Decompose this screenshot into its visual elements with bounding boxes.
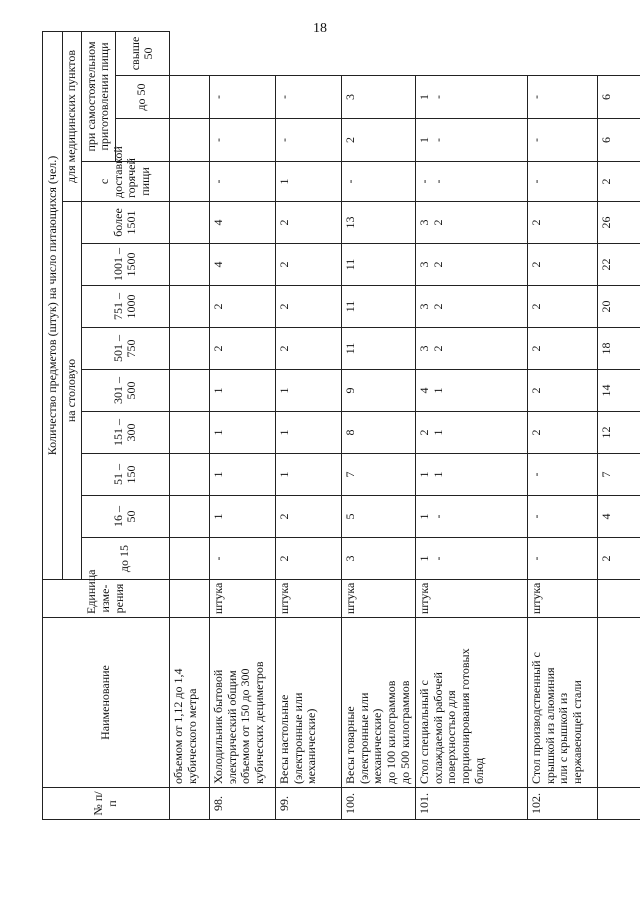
row-name-line: электрический общим: [224, 670, 239, 784]
value-text: 1: [276, 471, 291, 478]
value-text: 2: [528, 303, 543, 310]
row-name-line: до 500 килограммов: [397, 680, 412, 784]
value-cell: [209, 496, 275, 538]
value-text: 13: [342, 216, 357, 229]
value-text: 2: [528, 429, 543, 436]
value-text: -: [528, 179, 543, 184]
value-text: 2: [598, 555, 613, 562]
value-cell: [415, 162, 527, 202]
row-unit: штука: [527, 580, 597, 618]
value-cell: [275, 370, 341, 412]
row-unit: штука: [209, 580, 275, 618]
row-unit: штука: [341, 580, 415, 618]
col-over-1501: более 1501: [81, 202, 169, 244]
col-self-cooking: при самостоятельном приготовлении пищи: [81, 31, 115, 161]
row-name: [415, 618, 527, 788]
value-cell: [527, 370, 597, 412]
value-text: 3: [342, 94, 357, 100]
value-cell: [415, 286, 527, 328]
row-name-line: кубических дециметров: [252, 661, 267, 784]
value-text: 18: [598, 342, 613, 355]
value-text: 2: [528, 345, 543, 352]
row-name-line: или с крышкой из: [556, 692, 571, 784]
table-row: [597, 31, 640, 819]
value-text: -: [276, 138, 291, 142]
value-cell: [527, 454, 597, 496]
row-name-line: порционирования готовых: [458, 648, 473, 784]
value-cell: [597, 162, 640, 202]
value-cell: [597, 538, 640, 580]
value-text: 4: [210, 261, 225, 268]
value-text: -: [430, 514, 445, 519]
row-unit: [597, 580, 640, 618]
value-text: 2: [276, 219, 291, 226]
value-cell: [341, 412, 415, 454]
row-name-line: блюд: [471, 757, 486, 784]
value-text: 1: [210, 513, 225, 520]
value-cell: [341, 202, 415, 244]
table-row: [341, 31, 415, 819]
value-text: -: [528, 556, 543, 561]
value-cell: [275, 244, 341, 286]
value-cell: [275, 119, 341, 162]
value-text: -: [528, 514, 543, 519]
value-cell: [275, 286, 341, 328]
rotated-table-area: [42, 36, 613, 820]
value-cell: [169, 162, 209, 202]
page-number: 18: [313, 21, 327, 36]
header-unit: Единица изме-рения: [43, 580, 170, 618]
value-text: 2: [430, 219, 445, 226]
value-cell: [169, 370, 209, 412]
col-hot-delivery: с доставкой горячей пищи: [81, 162, 169, 202]
row-number: 100.: [341, 788, 415, 820]
value-text: -: [342, 179, 357, 184]
value-text: -: [528, 138, 543, 142]
header-medical: для медицинских пунктов: [63, 31, 82, 201]
value-text: 11: [342, 258, 357, 271]
value-cell: [527, 496, 597, 538]
value-text: 9: [342, 387, 357, 394]
value-text: -: [430, 138, 445, 142]
value-cell: [597, 328, 640, 370]
value-text: -: [430, 179, 445, 184]
value-text: 1: [430, 387, 445, 394]
value-text: 2: [430, 303, 445, 310]
value-cell: [275, 162, 341, 202]
col-over-50: свыше 50: [115, 31, 169, 75]
value-cell: [169, 244, 209, 286]
value-cell: [415, 412, 527, 454]
value-cell: [209, 538, 275, 580]
value-text: -: [430, 556, 445, 561]
value-text: 7: [342, 471, 357, 478]
value-text: 4: [598, 513, 613, 520]
value-cell: [597, 370, 640, 412]
row-name-line: (электронные или: [290, 692, 305, 784]
value-text: 1: [430, 429, 445, 436]
value-text: 7: [598, 471, 613, 478]
row-name: [275, 618, 341, 788]
value-cell: [169, 496, 209, 538]
value-cell: [415, 496, 527, 538]
value-text: 3: [416, 303, 431, 310]
row-name-line: Весы товарные: [342, 706, 357, 784]
value-text: 2: [276, 555, 291, 562]
value-cell: [341, 328, 415, 370]
header-canteen: на столовую: [63, 202, 82, 580]
value-text: 2: [528, 387, 543, 394]
value-text: 2: [430, 345, 445, 352]
header-quantity: Количество предметов (штук) на число питающихся (чел.): [43, 31, 63, 579]
value-text: 6: [598, 137, 613, 143]
value-text: 6: [598, 94, 613, 100]
value-text: 1: [430, 471, 445, 478]
value-text: 2: [342, 137, 357, 143]
value-cell: [597, 244, 640, 286]
value-cell: [415, 328, 527, 370]
row-number: 102.: [527, 788, 597, 820]
value-text: -: [210, 95, 225, 99]
value-cell: [341, 244, 415, 286]
value-cell: [415, 370, 527, 412]
value-text: 2: [416, 429, 431, 436]
row-name-line: (электронные или: [356, 692, 371, 784]
value-cell: [341, 119, 415, 162]
row-name: [341, 618, 415, 788]
value-cell: [209, 76, 275, 119]
row-name-line: поверхностью для: [444, 690, 459, 784]
value-text: 1: [210, 429, 225, 436]
row-name-line: Холодильник бытовой: [210, 669, 225, 784]
value-text: 1: [416, 513, 431, 520]
value-text: 20: [598, 300, 613, 313]
value-text: 1: [276, 178, 291, 185]
row-name-line: Стол специальный с: [416, 680, 431, 784]
value-cell: [169, 286, 209, 328]
value-cell: [341, 76, 415, 119]
value-text: 1: [276, 387, 291, 394]
value-cell: [597, 412, 640, 454]
row-name-line: объемом от 1,12 до 1,4: [170, 668, 185, 784]
value-text: -: [430, 95, 445, 99]
table-body: [169, 31, 640, 819]
value-cell: [597, 454, 640, 496]
col-501-750: 501 – 750: [81, 328, 169, 370]
value-cell: [209, 286, 275, 328]
row-name: [169, 618, 209, 788]
col-up-to-50: до 50: [115, 76, 169, 119]
row-name: [597, 618, 640, 788]
value-text: 5: [342, 513, 357, 520]
row-name-line: объемом от 150 до 300: [238, 668, 253, 784]
value-cell: [209, 244, 275, 286]
value-cell: [275, 454, 341, 496]
value-cell: [527, 538, 597, 580]
row-name-line: охлаждаемой рабочей: [430, 672, 445, 784]
value-cell: [275, 76, 341, 119]
table-row: [415, 31, 527, 819]
value-text: 4: [416, 387, 431, 394]
value-cell: [597, 76, 640, 119]
value-cell: [415, 538, 527, 580]
value-cell: [597, 496, 640, 538]
row-number: [597, 788, 640, 820]
value-text: 3: [416, 345, 431, 352]
value-cell: [527, 162, 597, 202]
value-cell: [527, 412, 597, 454]
value-cell: [527, 202, 597, 244]
value-cell: [209, 370, 275, 412]
value-text: 2: [430, 261, 445, 268]
row-unit: штука: [415, 580, 527, 618]
value-cell: [415, 244, 527, 286]
value-cell: [341, 496, 415, 538]
value-cell: [527, 119, 597, 162]
row-number: 99.: [275, 788, 341, 820]
value-text: 12: [598, 426, 613, 439]
row-number: 98.: [209, 788, 275, 820]
header-num: № п/п: [43, 788, 170, 820]
col-1001-1500: 1001 – 1500: [81, 244, 169, 286]
value-text: 11: [342, 300, 357, 313]
value-cell: [169, 119, 209, 162]
value-text: 2: [528, 219, 543, 226]
row-name-line: Весы настольные: [276, 694, 291, 784]
equipment-table: [42, 31, 640, 820]
value-text: 2: [276, 513, 291, 520]
col-151-300: 151 – 300: [81, 412, 169, 454]
value-text: 2: [276, 261, 291, 268]
value-text: 2: [598, 178, 613, 185]
value-cell: [341, 454, 415, 496]
value-cell: [527, 76, 597, 119]
value-cell: [169, 538, 209, 580]
value-text: 2: [210, 345, 225, 352]
value-cell: [169, 76, 209, 119]
row-name-line: крышкой из алюминия: [542, 667, 557, 784]
value-cell: [597, 286, 640, 328]
value-cell: [209, 162, 275, 202]
value-cell: [169, 454, 209, 496]
value-cell: [169, 202, 209, 244]
value-cell: [209, 454, 275, 496]
col-16-50: 16 – 50: [81, 496, 169, 538]
value-text: 1: [416, 94, 431, 100]
row-name-line: механические): [304, 708, 319, 784]
row-name-line: нержавеющей стали: [570, 680, 585, 784]
value-text: 1: [210, 387, 225, 394]
value-cell: [169, 328, 209, 370]
value-cell: [597, 202, 640, 244]
table-row: [169, 31, 209, 819]
value-cell: [209, 412, 275, 454]
header-name: Наименование: [43, 618, 170, 788]
value-cell: [169, 412, 209, 454]
value-text: 1: [276, 429, 291, 436]
value-cell: [341, 538, 415, 580]
col-751-1000: 751 – 1000: [81, 286, 169, 328]
value-text: -: [276, 95, 291, 99]
value-text: 22: [598, 258, 613, 271]
value-cell: [415, 76, 527, 119]
value-text: 8: [342, 429, 357, 436]
value-cell: [527, 286, 597, 328]
table-row: [209, 31, 275, 819]
value-text: 11: [342, 342, 357, 355]
table-row: [275, 31, 341, 819]
value-cell: [275, 538, 341, 580]
value-cell: [415, 202, 527, 244]
col-51-150: 51 – 150: [81, 454, 169, 496]
row-name-line: до 100 килограммов: [384, 680, 399, 784]
value-text: 1: [416, 471, 431, 478]
row-unit: [169, 580, 209, 618]
value-text: 1: [416, 555, 431, 562]
value-cell: [527, 244, 597, 286]
value-text: -: [210, 556, 225, 561]
col-up-to-15: до 15: [81, 538, 169, 580]
value-cell: [415, 119, 527, 162]
value-text: -: [210, 179, 225, 184]
row-name-line: кубического метра: [184, 688, 199, 784]
value-cell: [275, 202, 341, 244]
value-cell: [209, 202, 275, 244]
value-cell: [209, 328, 275, 370]
row-name-line: Стол производственный с: [528, 652, 543, 784]
value-text: 2: [210, 303, 225, 310]
row-unit: штука: [275, 580, 341, 618]
value-text: -: [528, 472, 543, 477]
value-cell: [275, 496, 341, 538]
value-text: 2: [528, 261, 543, 268]
value-cell: [341, 370, 415, 412]
value-text: 4: [210, 219, 225, 226]
value-cell: [275, 328, 341, 370]
value-text: 1: [416, 137, 431, 143]
value-cell: [597, 119, 640, 162]
table-row: [527, 31, 597, 819]
value-text: 1: [210, 471, 225, 478]
value-cell: [527, 328, 597, 370]
value-text: 3: [416, 219, 431, 226]
value-cell: [341, 286, 415, 328]
value-cell: [275, 412, 341, 454]
value-text: 26: [598, 216, 613, 229]
value-text: 2: [276, 303, 291, 310]
col-301-500: 301 – 500: [81, 370, 169, 412]
value-cell: [209, 119, 275, 162]
value-text: -: [210, 138, 225, 142]
value-text: -: [416, 179, 431, 184]
value-cell: [415, 454, 527, 496]
value-text: 3: [416, 261, 431, 268]
row-number: [169, 788, 209, 820]
value-cell: [341, 162, 415, 202]
row-number: 101.: [415, 788, 527, 820]
row-name: [209, 618, 275, 788]
row-name-line: механические): [370, 708, 385, 784]
row-name: [527, 618, 597, 788]
value-text: -: [528, 95, 543, 99]
value-text: 2: [276, 345, 291, 352]
value-text: 14: [598, 384, 613, 397]
value-text: 3: [342, 555, 357, 562]
